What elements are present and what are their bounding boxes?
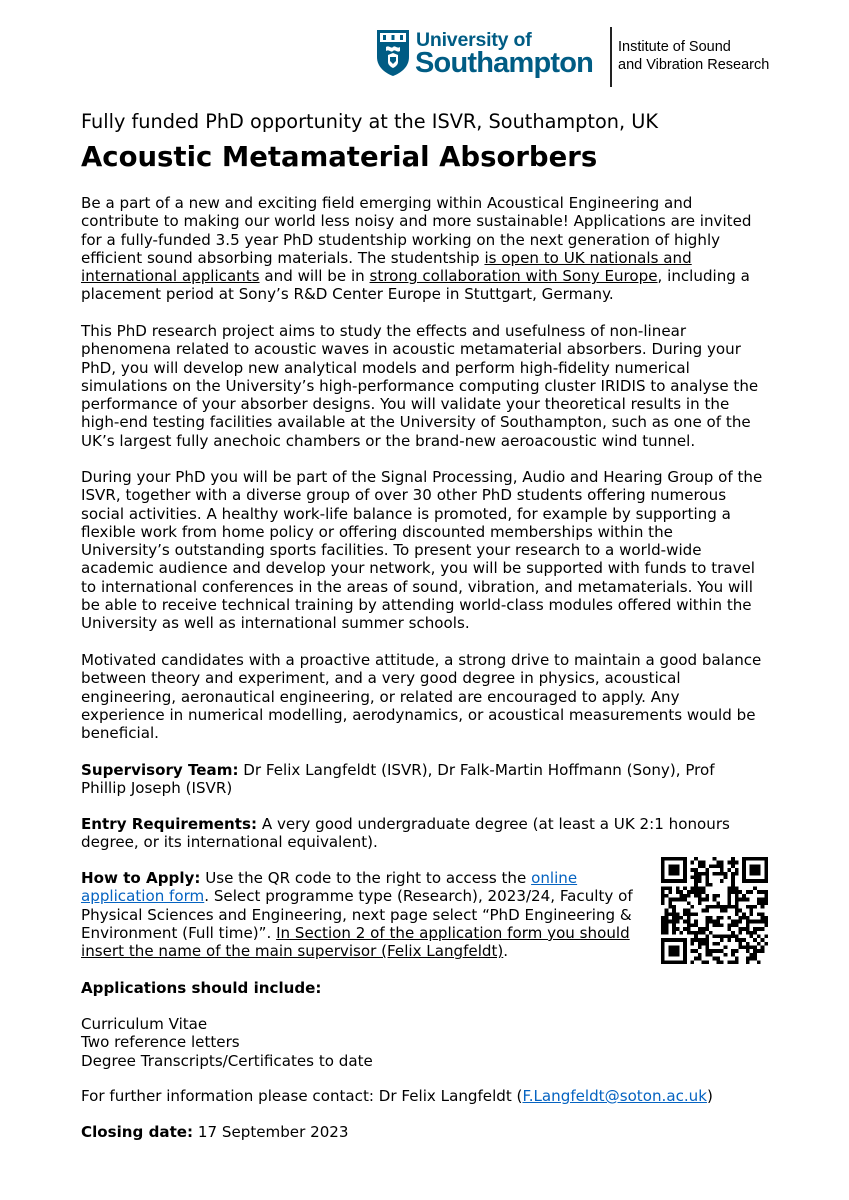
- closing-value: 17 September 2023: [193, 1123, 349, 1141]
- subtitle: Fully funded PhD opportunity at the ISVR, Southampton, UK: [81, 110, 658, 133]
- intro-paragraph: [81, 194, 763, 304]
- apply-text-c: .: [503, 942, 509, 961]
- supervisory-team: [81, 761, 763, 798]
- intro-underline-sony: strong collaboration with Sony Europe: [369, 267, 658, 286]
- university-name-line1: University of: [416, 29, 532, 51]
- closing-label: Closing date:: [81, 1123, 194, 1141]
- contact-line: [81, 1087, 763, 1105]
- contact-text-b: ): [706, 1087, 713, 1105]
- intro-underline-eligibility: is open to UK nationals and international applicants: [81, 248, 692, 286]
- applications-heading: [81, 979, 763, 997]
- intro-text-c: , including a placement period at Sony’s R&D Center Europe in Stuttgart, Germany.: [81, 267, 750, 304]
- header: [376, 27, 796, 87]
- entry-label: Entry Requirements:: [81, 815, 258, 833]
- closing-date: [81, 1123, 763, 1141]
- supervisory-text: Dr Felix Langfeldt (ISVR), Dr Falk-Martin Hoffmann (Sony), Prof Phillip Joseph (ISVR): [81, 761, 715, 798]
- intro-text-a: Be a part of a new and exciting field emerging within Acoustical Engineering and contribute to making our world less noisy and more sustainable! Applications are invited for a fully-funded 3.5 year PhD studentship working on the next generation of highly efficient sound absorbing materials. The studentship: [81, 194, 752, 267]
- supervisory-label: Supervisory Team:: [81, 761, 239, 779]
- institute-name: [618, 38, 769, 74]
- intro-text-b: and will be in: [259, 267, 370, 286]
- group-paragraph: During your PhD you will be part of the Signal Processing, Audio and Hearing Group of the ISVR, together with a diverse group of over 30 other PhD students offering numerous social activities. A healthy work-life balance is promoted, for example by supporting a flexible work from home policy or offering discounted memberships within the University’s outstanding sports facilities. To present your research to a world-wide academic audience and develop your network, you will be supported with funds to travel to international conferences in the areas of sound, vibration, and metamaterials. You will be able to receive technical training by attending world-class modules offered within the University as well as international summer schools.: [81, 468, 763, 633]
- apply-underline-supervisor: In Section 2 of the application form you should insert the name of the main supervisor (Felix Langfeldt): [81, 923, 630, 961]
- applications-list: [81, 1015, 763, 1070]
- how-to-apply: [81, 869, 647, 960]
- contact-email-link[interactable]: F.Langfeldt@soton.ac.uk: [522, 1087, 707, 1105]
- qr-code[interactable]: [661, 857, 768, 964]
- header-divider: [610, 27, 612, 87]
- list-item: Two reference letters: [81, 1033, 240, 1052]
- research-paragraph: This PhD research project aims to study the effects and usefulness of non-linear phenomena related to acoustic waves in acoustic metamaterial absorbers. During your PhD, you will develop new analytical models and perform high-fidelity numerical simulations on the University’s high-performance computing cluster IRIDIS to analyse the performance of your absorber designs. You will validate your theoretical results in the high-end testing facilities available at the University of Southampton, such as one of the UK’s largest fully anechoic chambers or the brand-new aeroacoustic wind tunnel.: [81, 322, 759, 450]
- contact-text-a: For further information please contact: Dr Felix Langfeldt (: [81, 1087, 523, 1105]
- institute-line1: Institute of Sound: [618, 39, 731, 55]
- entry-text: A very good undergraduate degree (at least a UK 2:1 honours degree, or its international equivalent).: [81, 815, 730, 852]
- candidates-paragraph: Motivated candidates with a proactive attitude, a strong drive to maintain a good balance between theory and experiment, and a very good degree in physics, acoustical engineering, aeronautical engineering, or related are encouraged to apply. Any experience in numerical modelling, aerodynamics, or acoustical measurements would be beneficial.: [81, 651, 762, 743]
- applications-heading-text: Applications should include:: [81, 979, 322, 997]
- apply-label: How to Apply:: [81, 869, 201, 887]
- entry-requirements: [81, 815, 763, 852]
- university-name-line2: Southampton: [415, 47, 594, 79]
- institute-line2: and Vibration Research: [618, 57, 770, 73]
- university-crest-icon: [376, 29, 410, 77]
- online-application-link[interactable]: online application form: [81, 869, 578, 906]
- list-item: Degree Transcripts/Certificates to date: [81, 1051, 373, 1070]
- apply-text-b: . Select programme type (Research), 2023/24, Faculty of Physical Sciences and Engineering, next page select “PhD Engineering & Environment (Full time)”.: [81, 887, 633, 942]
- apply-text-a: Use the QR code to the right to access the: [200, 869, 532, 887]
- page-title: Acoustic Metamaterial Absorbers: [81, 141, 598, 173]
- list-item: Curriculum Vitae: [81, 1015, 208, 1033]
